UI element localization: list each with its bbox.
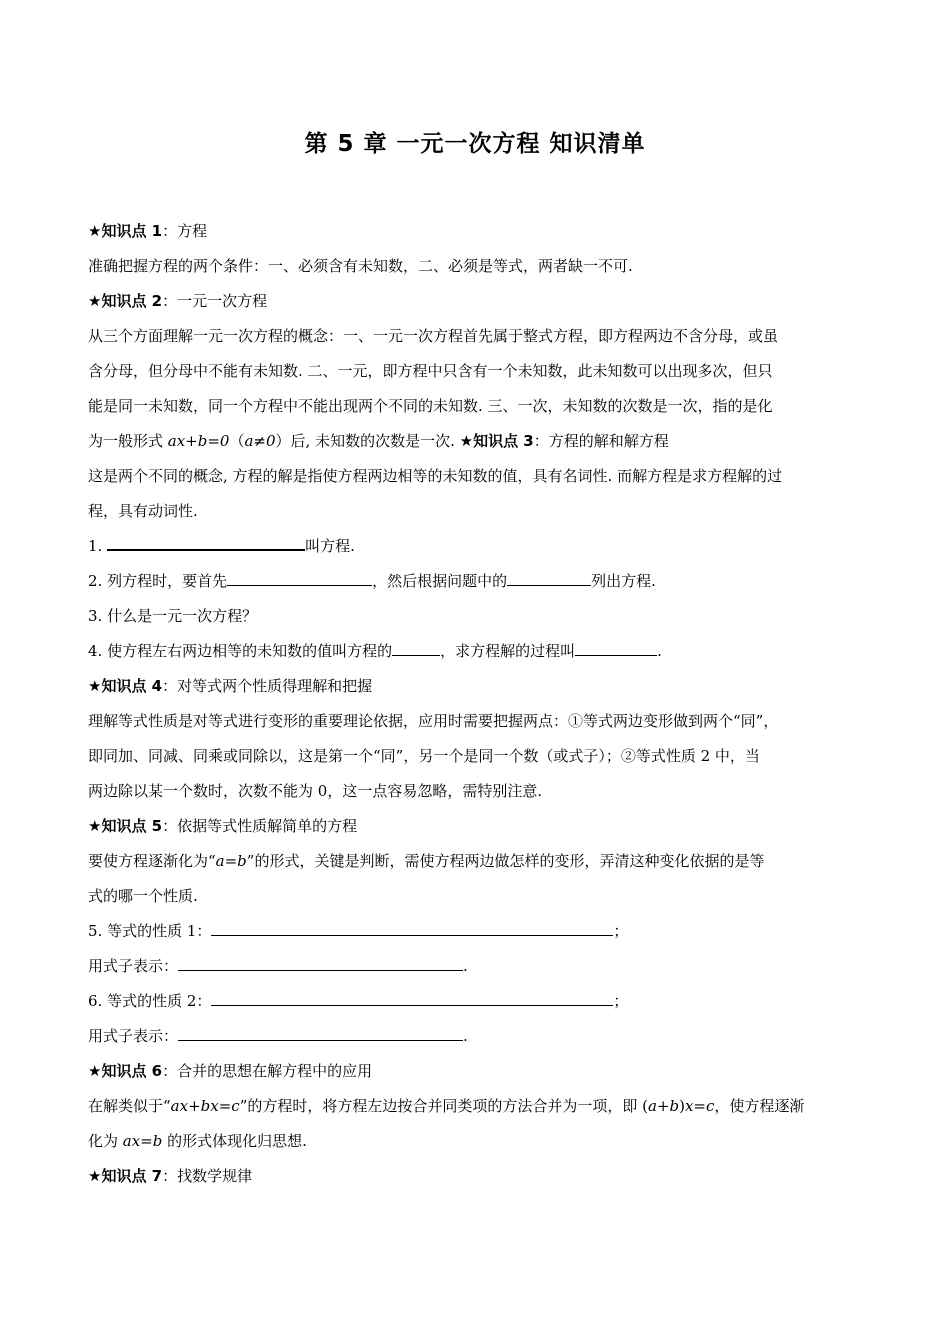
section-body-k3-line1: 这是两个不同的概念, 方程的解是指使方程两边相等的未知数的值，具有名词性. 而解方程是求方程解的过	[88, 467, 783, 485]
question-5: 5. 等式的性质 1： ；	[88, 914, 868, 949]
formula: a≠0	[244, 432, 276, 450]
formula: a=b	[215, 852, 247, 870]
section-heading-star: ★知识点 3	[459, 432, 534, 450]
section-body-k4-line3: 两边除以某一个数时，次数不能为 0，这一点容易忽略，需特别注意.	[88, 782, 543, 800]
section-body-k6-line2: 化为 ax=b 的形式体现化归思想.	[88, 1132, 307, 1150]
document-body	[88, 214, 868, 1194]
section-body-k3-line2: 程，具有动词性.	[88, 502, 198, 520]
question-5-expression: 用式子表示： .	[88, 949, 868, 984]
answer-blank[interactable]	[211, 988, 613, 1006]
section-body-k4-line1: 理解等式性质是对等式进行变形的重要理论依据，应用时需要把握两点：①等式两边变形做到两个“同”，	[88, 712, 779, 730]
section-heading-k1: ★知识点 1：方程	[88, 222, 208, 240]
section-heading-k5: ★知识点 5：依据等式性质解简单的方程	[88, 817, 358, 835]
question-6-expression: 用式子表示： .	[88, 1019, 868, 1054]
section-heading-star: ★知识点 1	[88, 222, 163, 240]
answer-blank[interactable]	[178, 1023, 463, 1041]
answer-blank[interactable]	[575, 638, 657, 656]
section-heading-title: 对等式两个性质得理解和把握	[177, 677, 373, 695]
section-body-k2-line1: 从三个方面理解一元一次方程的概念：一、一元一次方程首先属于整式方程，即方程两边不含分母，或虽	[88, 327, 779, 345]
section-heading-title: 合并的思想在解方程中的应用	[177, 1062, 373, 1080]
answer-blank[interactable]	[107, 532, 305, 551]
section-body-k4-line2: 即同加、同减、同乘或同除以，这是第一个“同”，另一个是同一个数（或式子）；②等式性质 2 中，当	[88, 747, 760, 765]
question-6: 6. 等式的性质 2： ；	[88, 984, 868, 1019]
section-heading-k7: ★知识点 7：找数学规律	[88, 1167, 253, 1185]
answer-blank[interactable]	[178, 953, 463, 971]
section-heading-title: 方程的解和解方程	[548, 432, 669, 450]
section-body-k5-line2: 式的哪一个性质.	[88, 887, 198, 905]
section-heading-star: ★知识点 2	[88, 292, 163, 310]
section-heading-k4: ★知识点 4：对等式两个性质得理解和把握	[88, 677, 373, 695]
answer-blank[interactable]	[392, 638, 440, 656]
section-heading-k6: ★知识点 6：合并的思想在解方程中的应用	[88, 1062, 373, 1080]
question-1: 1. 叫方程.	[88, 529, 868, 564]
section-heading-title: 一元一次方程	[177, 292, 268, 310]
section-body-k5-line1: 要使方程逐渐化为“a=b”的形式，关键是判断，需使方程两边做怎样的变形，弄清这种变化依据的是等	[88, 852, 765, 870]
question-2: 2. 列方程时，要首先 ，然后根据问题中的 列出方程.	[88, 564, 868, 599]
formula: ax+bx=c	[170, 1097, 240, 1115]
section-heading-star: ★知识点 7	[88, 1167, 163, 1185]
answer-blank[interactable]	[211, 918, 613, 936]
answer-blank[interactable]	[227, 568, 372, 586]
formula: ax=b	[122, 1132, 163, 1150]
section-heading-star: ★知识点 4	[88, 677, 163, 695]
formula: a+b	[647, 1097, 680, 1115]
page-title: 第 5 章 一元一次方程 知识清单	[304, 131, 646, 157]
section-body-k2-line4: 为一般形式 ax+b=0（a≠0）后, 未知数的次数是一次. ★知识点 3：方程的解和解方程	[88, 432, 669, 450]
question-3: 3. 什么是一元一次方程？	[88, 607, 258, 625]
section-body-k2-line3: 能是同一未知数，同一个方程中不能出现两个不同的未知数. 三、一次，未知数的次数是一次，指的是化	[88, 397, 773, 415]
section-heading-title: 依据等式性质解简单的方程	[177, 817, 358, 835]
section-heading-star: ★知识点 5	[88, 817, 163, 835]
section-heading-title: 找数学规律	[177, 1167, 253, 1185]
section-body-k6-line1: 在解类似于“ax+bx=c”的方程时，将方程左边按合并同类项的方法合并为一项，即 (a+b)x=c，使方程逐渐	[88, 1097, 805, 1115]
formula: x=c	[684, 1097, 715, 1115]
formula: ax+b=0	[167, 432, 230, 450]
section-heading-title: 方程	[177, 222, 208, 240]
answer-blank[interactable]	[507, 568, 591, 586]
section-body-k2-line2: 含分母，但分母中不能有未知数. 二、一元，即方程中只含有一个未知数，此未知数可以出现多次，但只	[88, 362, 773, 380]
section-body-k1: 准确把握方程的两个条件：一、必须含有未知数，二、必须是等式，两者缺一不可.	[88, 257, 633, 275]
section-heading-star: ★知识点 6	[88, 1062, 163, 1080]
section-heading-k2: ★知识点 2：一元一次方程	[88, 292, 268, 310]
question-4: 4. 使方程左右两边相等的未知数的值叫方程的 ，求方程解的过程叫 .	[88, 634, 868, 669]
